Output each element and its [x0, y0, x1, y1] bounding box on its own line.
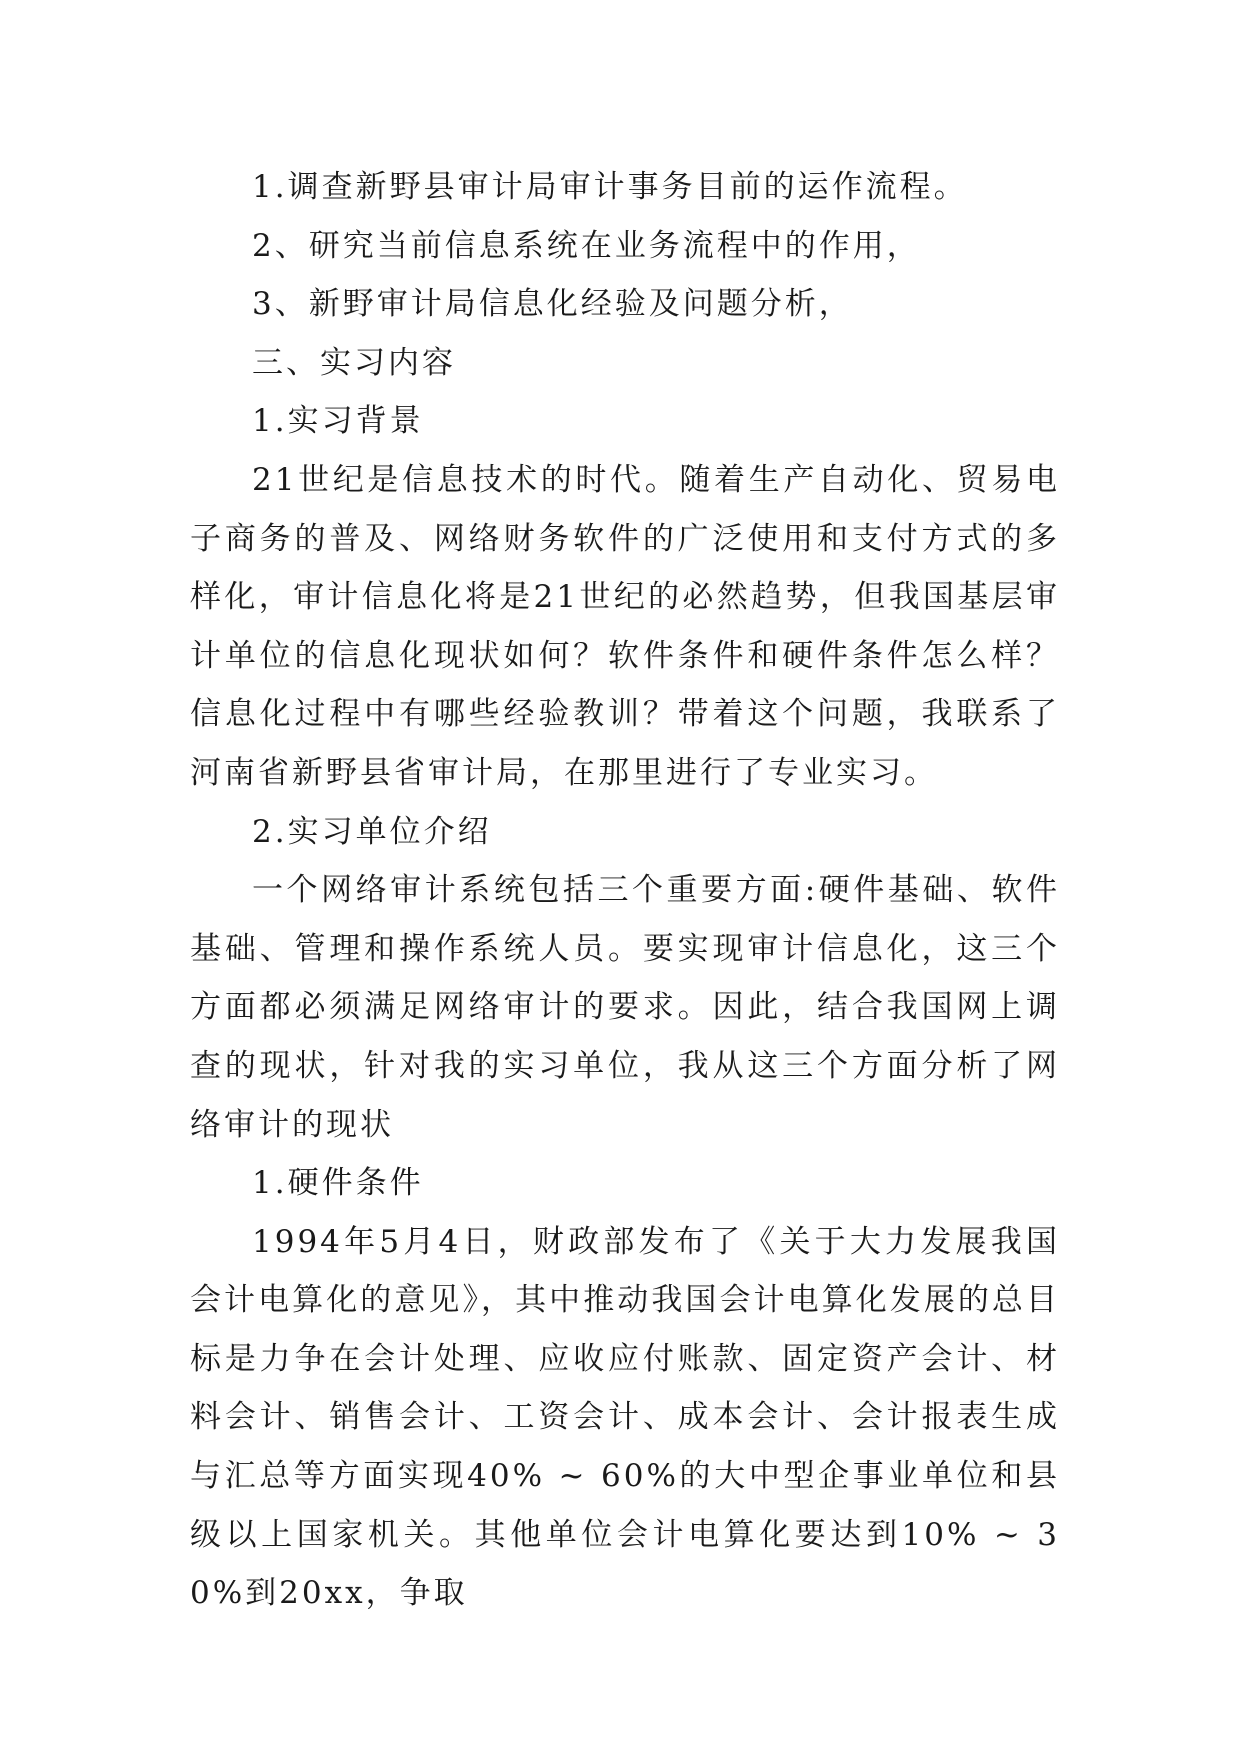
- document-body: [190, 158, 1060, 1623]
- paragraph-research-item-1: 1.调查新野县审计局审计事务目前的运作流程。: [252, 169, 968, 205]
- subheading-internship-background: 1.实习背景: [252, 403, 424, 440]
- section-heading-internship-content: 三、实习内容: [252, 344, 456, 381]
- paragraph-background: 21世纪是信息技术的时代。随着生产自动化、贸易电子商务的普及、网络财务软件的广泛使用和支付方式的多样化，审计信息化将是21世纪的必然趋势，但我国基层审计单位的信息化现状如何？软件条件和硬件条件怎么样？信息化过程中有哪些经验教训？带着这个问题，我联系了河南省新野县省审计局，在那里进行了专业实习。: [190, 461, 1060, 791]
- subheading-hardware-conditions: 1.硬件条件: [252, 1165, 424, 1202]
- subheading-internship-unit: 2.实习单位介绍: [252, 813, 492, 850]
- paragraph-research-item-2: 2、研究当前信息系统在业务流程中的作用，: [252, 227, 921, 264]
- paragraph-hardware: 1994年5月4日，财政部发布了《关于大力发展我国会计电算化的意见》，其中推动我国会计电算化发展的总目标是力争在会计处理、应收应付账款、固定资产会计、材料会计、销售会计、工资会计、成本会计、会计报表生成与汇总等方面实现40% ~ 60%的大中型企事业单位和县级以上国家机关。其他单位会计电算化要达到10% ~ 30%到20xx，争取: [190, 1223, 1060, 1612]
- paragraph-research-item-3: 3、新野审计局信息化经验及问题分析，: [252, 286, 853, 323]
- paragraph-unit-intro: 一个网络审计系统包括三个重要方面:硬件基础、软件基础、管理和操作系统人员。要实现审计信息化，这三个方面都必须满足网络审计的要求。因此，结合我国网上调查的现状，针对我的实习单位，我从这三个方面分析了网络审计的现状: [190, 872, 1060, 1143]
